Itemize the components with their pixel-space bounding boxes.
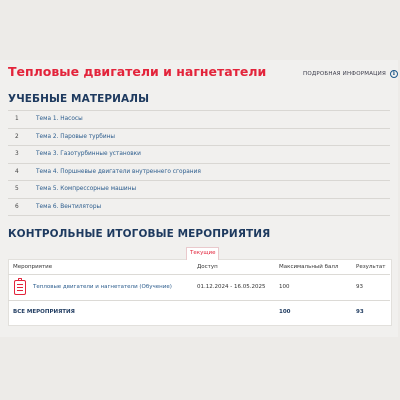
- material-link[interactable]: Тема 3. Газотурбинные установки: [36, 151, 141, 158]
- material-link[interactable]: Тема 6. Вентиляторы: [36, 203, 102, 210]
- material-item[interactable]: [8, 181, 390, 199]
- material-item[interactable]: [8, 146, 390, 164]
- material-number: 5: [15, 186, 19, 193]
- material-number: 6: [15, 203, 19, 210]
- clipboard-icon: [14, 280, 26, 295]
- material-link[interactable]: Тема 2. Паровые турбины: [36, 133, 115, 140]
- total-max-score: 100: [279, 309, 291, 315]
- material-item[interactable]: [8, 164, 390, 182]
- event-link[interactable]: Тепловые двигатели и нагнетатели (Обучение): [33, 284, 172, 290]
- material-number: 2: [15, 133, 19, 140]
- total-label: ВСЕ МЕРОПРИЯТИЯ: [13, 309, 75, 315]
- column-header-result: Результат: [356, 264, 386, 270]
- event-access: 01.12.2024 - 16.05.2025: [197, 284, 266, 290]
- material-item[interactable]: [8, 129, 390, 147]
- row-divider: [8, 300, 390, 301]
- material-item[interactable]: [8, 199, 390, 217]
- material-number: 4: [15, 168, 19, 175]
- info-icon[interactable]: i: [390, 70, 398, 78]
- column-header-access: Доступ: [197, 264, 218, 270]
- page-title: Тепловые двигатели и нагнетатели: [8, 64, 267, 79]
- more-info-label: ПОДРОБНАЯ ИНФОРМАЦИЯ: [303, 71, 386, 77]
- more-info-link[interactable]: [303, 70, 398, 78]
- material-number: 1: [15, 116, 19, 123]
- materials-heading: УЧЕБНЫЕ МАТЕРИАЛЫ: [8, 93, 150, 105]
- header-divider: [8, 274, 390, 275]
- tab-current[interactable]: Текущие: [186, 247, 219, 260]
- column-header-event: Мероприятие: [13, 264, 53, 270]
- material-link[interactable]: Тема 5. Компрессорные машины: [36, 186, 137, 193]
- materials-list: [8, 110, 390, 216]
- event-result: 93: [356, 284, 363, 290]
- material-link[interactable]: Тема 1. Насосы: [36, 116, 83, 123]
- material-link[interactable]: Тема 4. Поршневые двигатели внутреннего сгорания: [36, 168, 201, 175]
- total-result: 93: [356, 309, 364, 315]
- event-max-score: 100: [279, 284, 290, 290]
- material-item[interactable]: [8, 111, 390, 129]
- column-header-max-score: Максимальный балл: [279, 264, 339, 270]
- events-heading: КОНТРОЛЬНЫЕ ИТОГОВЫЕ МЕРОПРИЯТИЯ: [8, 228, 271, 240]
- material-number: 3: [15, 151, 19, 158]
